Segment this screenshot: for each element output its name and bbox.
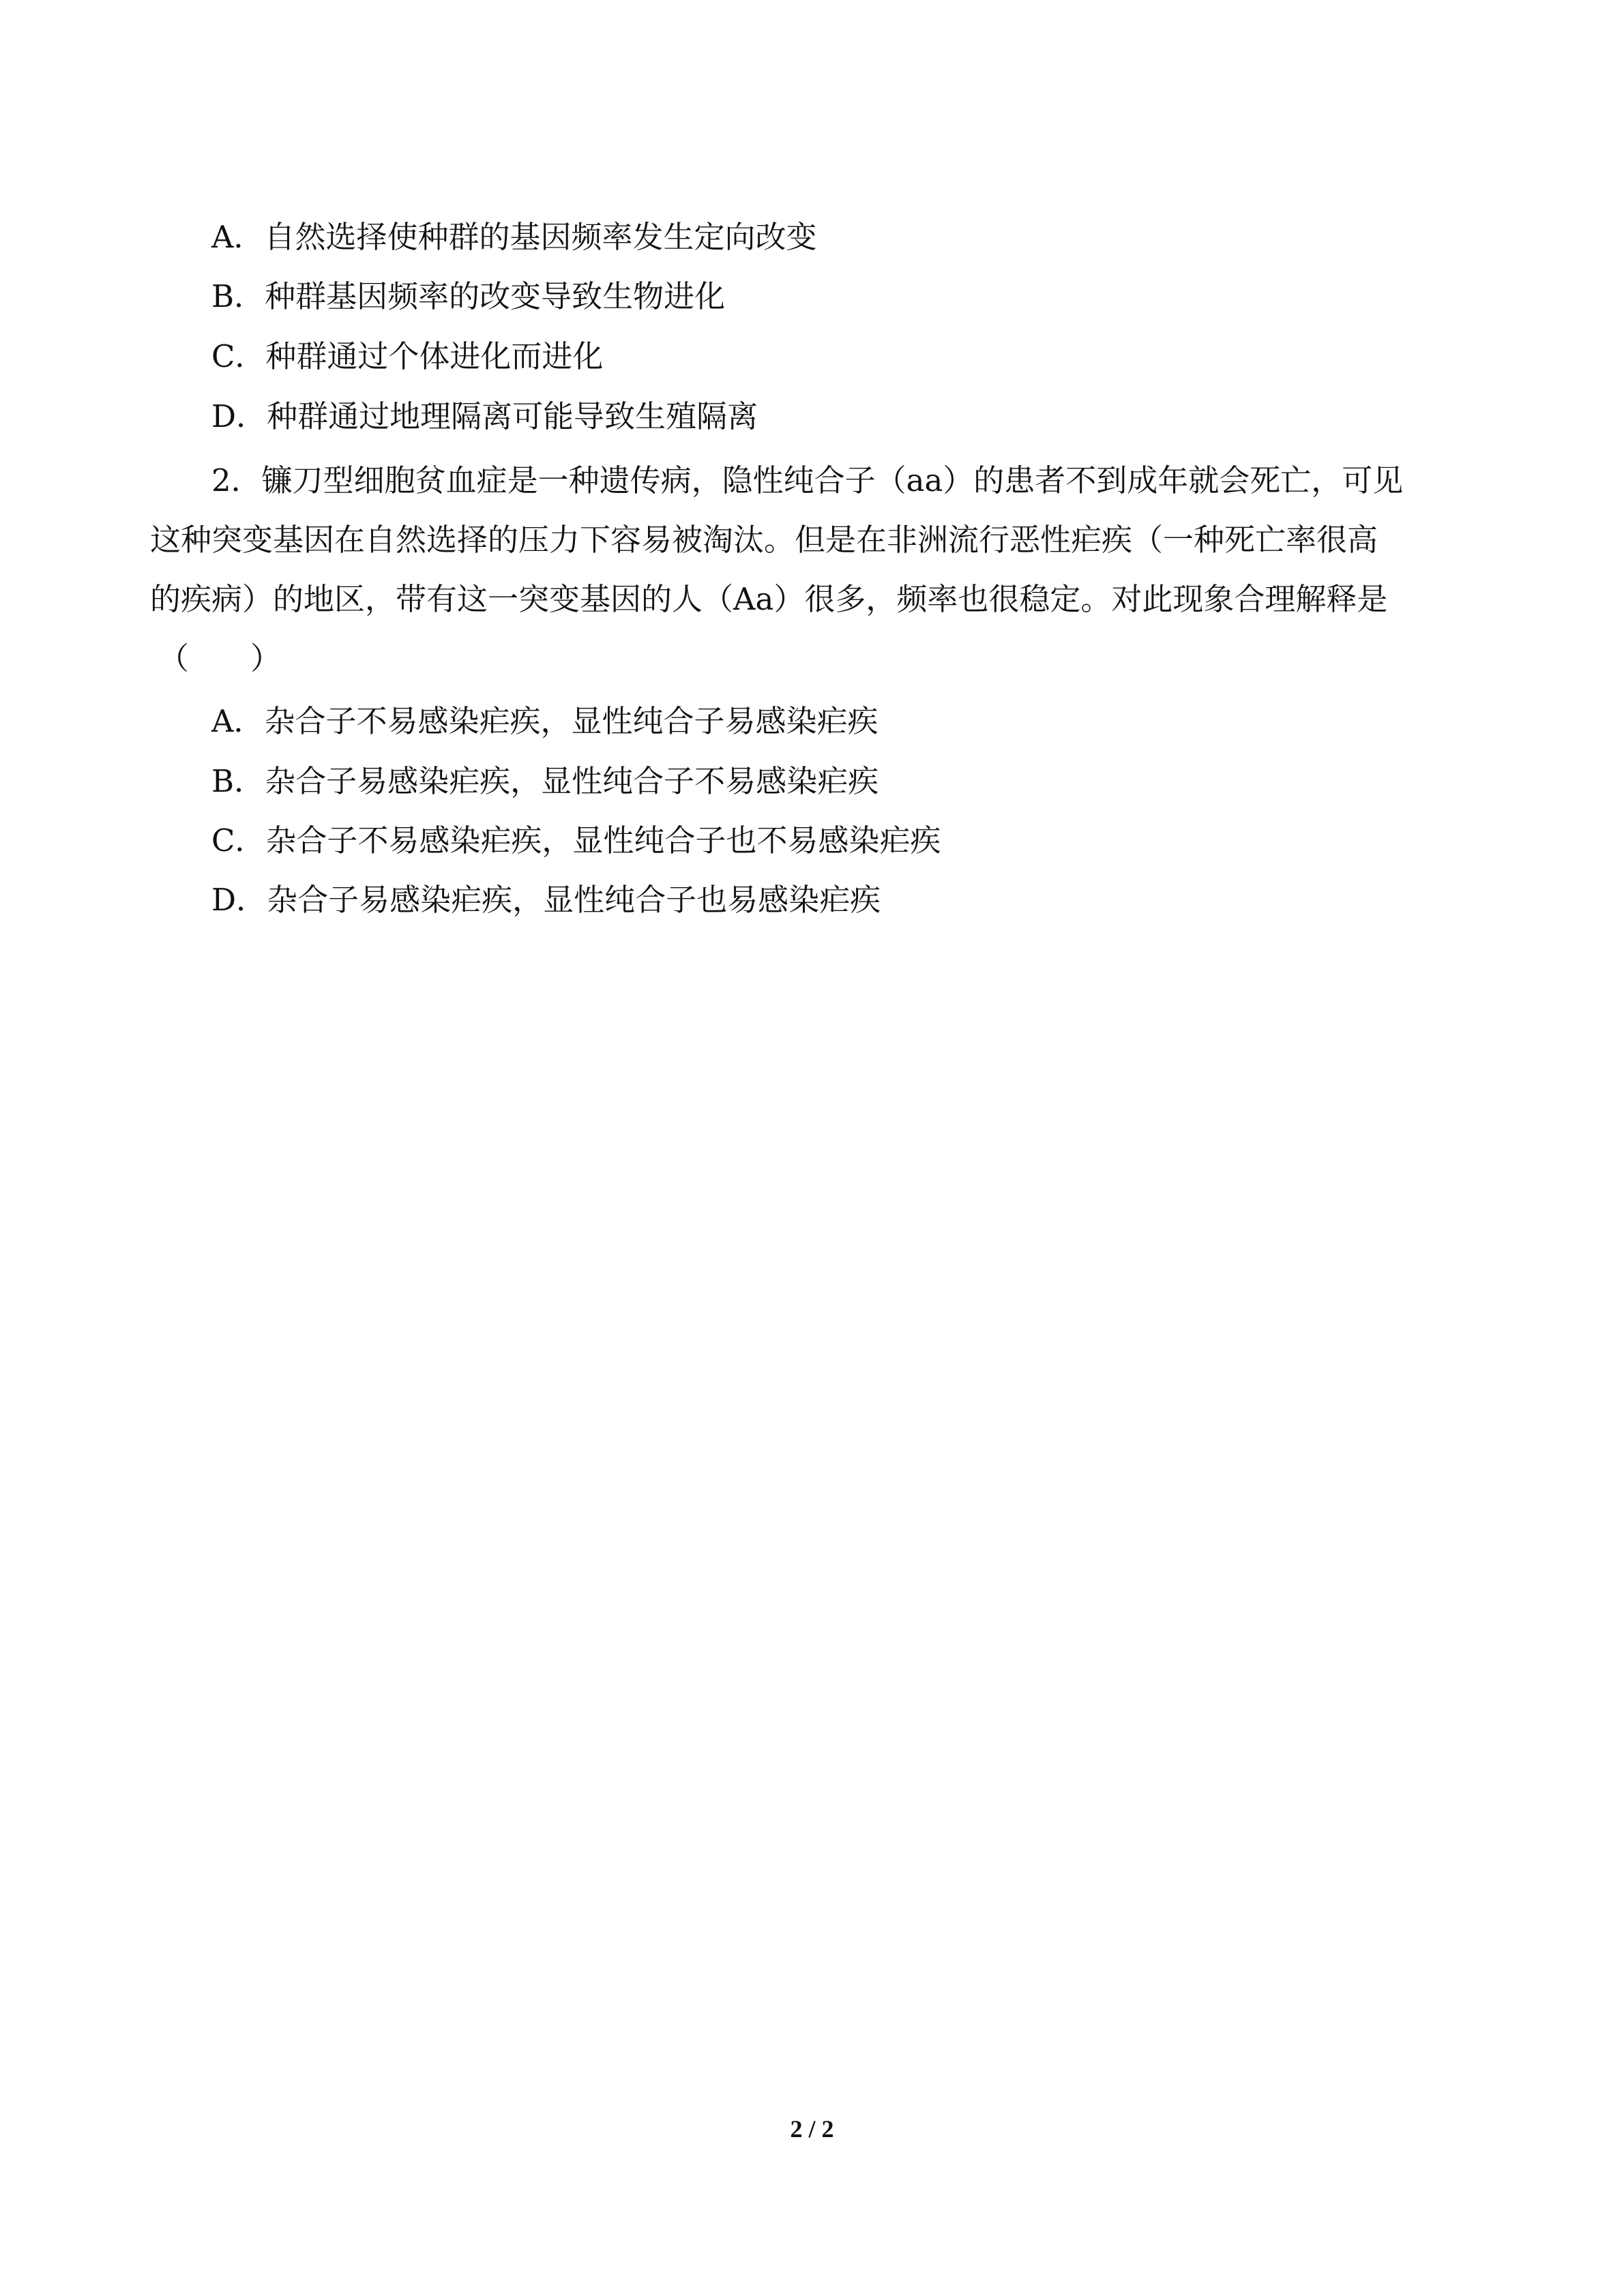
page-number: 2 / 2: [790, 2115, 834, 2143]
q2-option-d: D．杂合子易感染疟疾，显性纯合子也易感染疟疾: [211, 882, 881, 918]
q1-option-a: A．自然选择使种群的基因频率发生定向改变: [211, 219, 817, 255]
q1-option-d: D．种群通过地理隔离可能导致生殖隔离: [211, 398, 758, 434]
q2-option-b: B．杂合子易感染疟疾，显性纯合子不易感染疟疾: [211, 763, 879, 799]
q2-option-a: A．杂合子不易感染疟疾，显性纯合子易感染疟疾: [211, 703, 879, 739]
q2-answer-blank: （ ）: [158, 640, 282, 676]
q2-stem-line-3: 的疾病）的地区，带有这一突变基因的人（Aa）很多，频率也很稳定。对此现象合理解释是: [150, 581, 1388, 617]
q2-option-c: C．杂合子不易感染疟疾，显性纯合子也不易感染疟疾: [211, 822, 941, 859]
q1-option-b: B．种群基因频率的改变导致生物进化: [211, 278, 726, 314]
q1-option-c: C．种群通过个体进化而进化: [211, 338, 604, 374]
q2-stem-line-1: 2．镰刀型细胞贫血症是一种遗传病，隐性纯合子（aa）的患者不到成年就会死亡，可见: [211, 462, 1404, 498]
q2-stem-line-2: 这种突变基因在自然选择的压力下容易被淘汰。但是在非洲流行恶性疟疾（一种死亡率很高: [150, 522, 1378, 558]
